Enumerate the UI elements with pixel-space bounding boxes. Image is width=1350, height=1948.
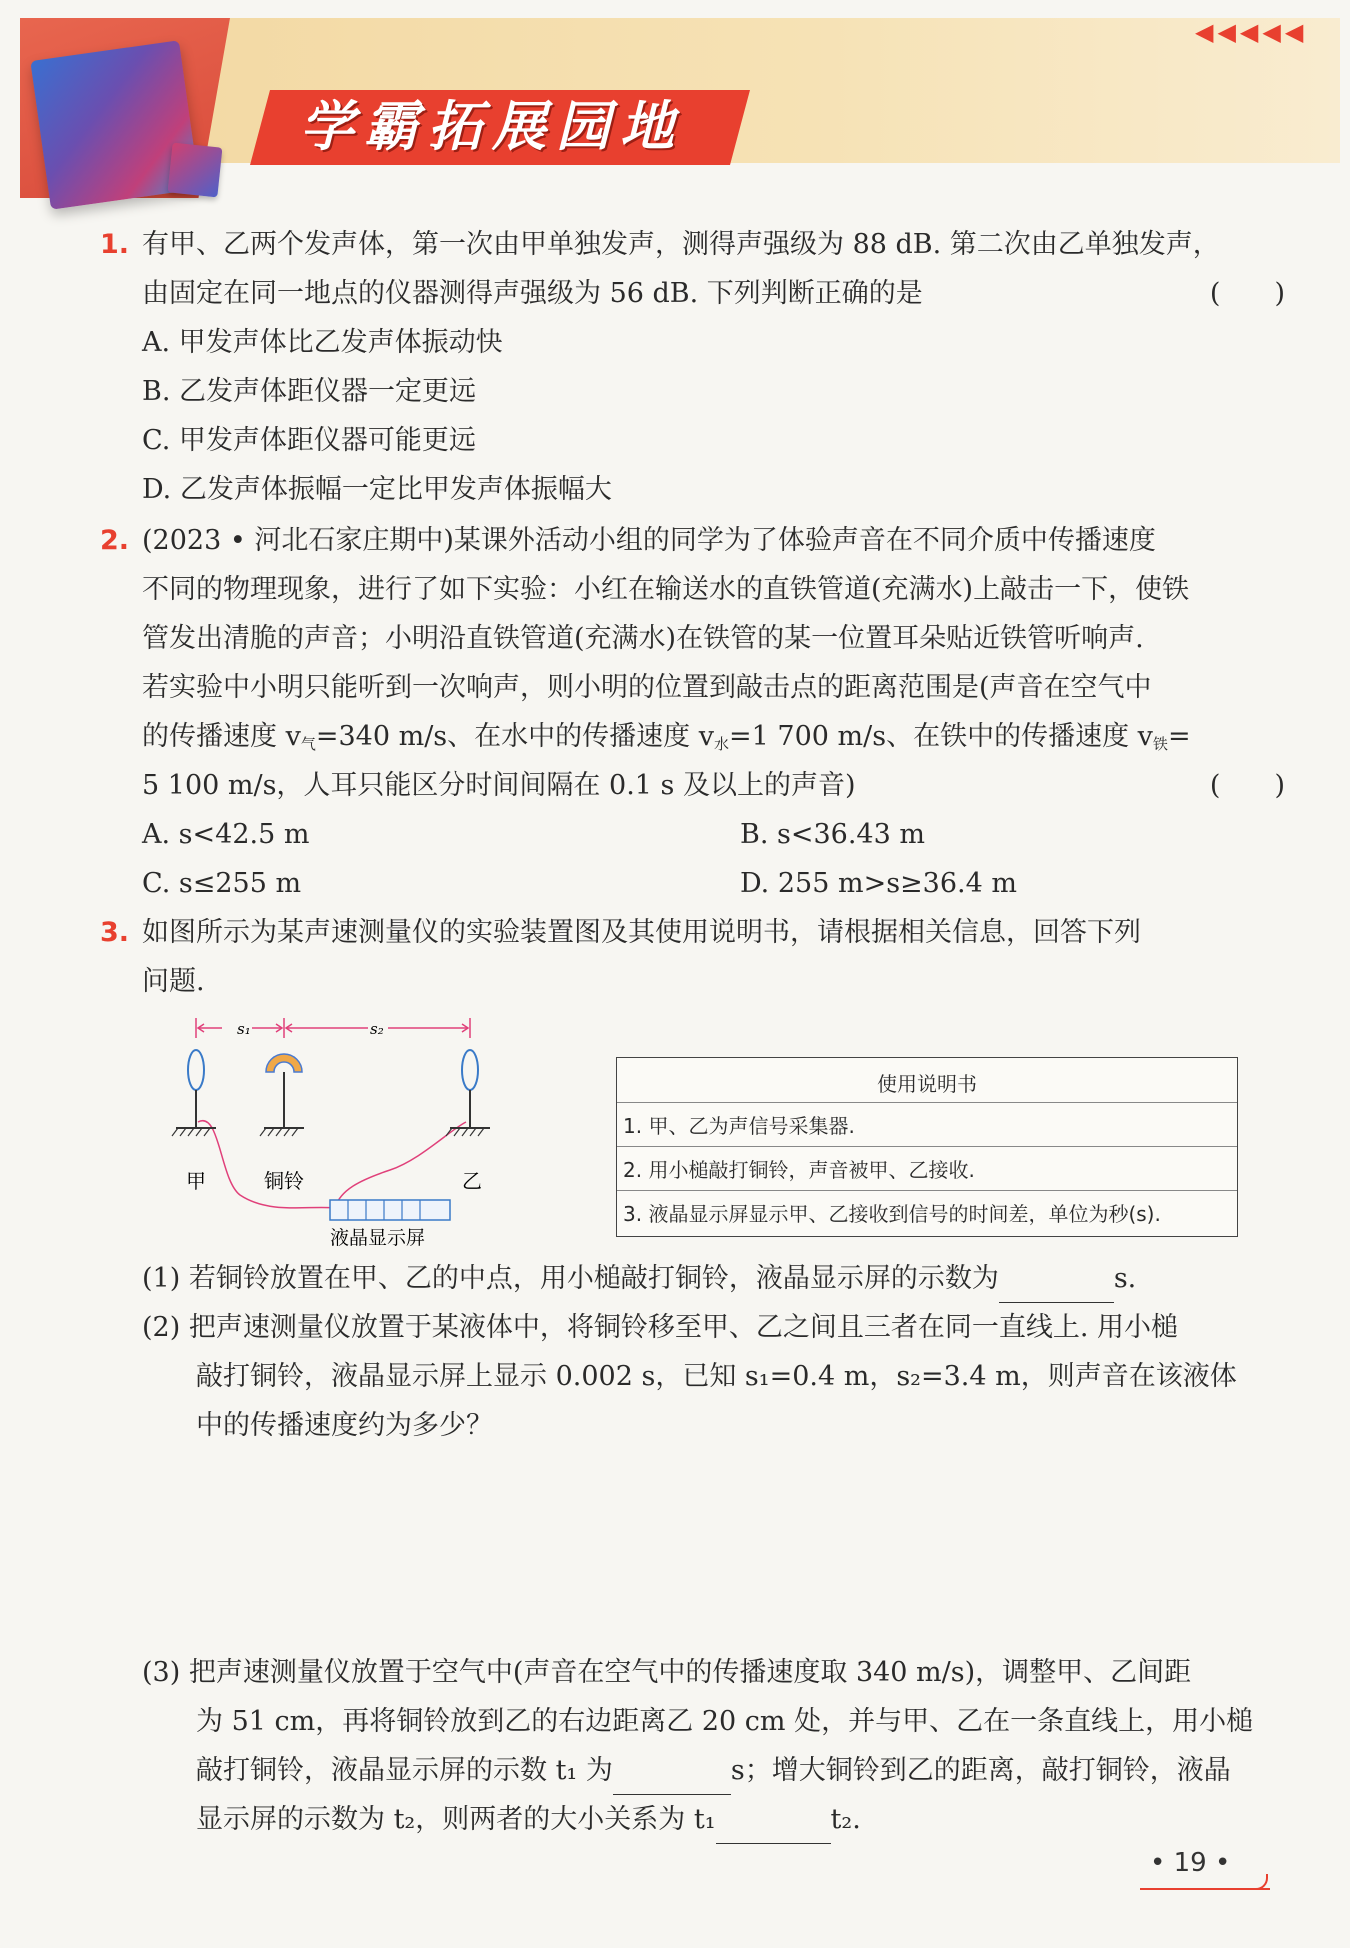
q3-line-2: 问题. [142,966,205,997]
section-title: 学霸拓展园地 [300,95,684,158]
q3-part-1-text: (1) 若铜铃放置在甲、乙的中点，用小槌敲打铜铃，液晶显示屏的示数为 [142,1263,999,1294]
label-lcd: 液晶显示屏 [330,1227,426,1249]
q2-option-b: B. s<36.43 m [740,819,925,850]
label-yi: 乙 [462,1169,482,1193]
q2-line-6: 5 100 m/s，人耳只能区分时间间隔在 0.1 s 及以上的声音) [142,770,856,801]
q3-part-3-text-a: 敲打铜铃，液晶显示屏的示数 t₁ 为 [196,1755,613,1786]
q1-option-d: D. 乙发声体振幅一定比甲发声体振幅大 [142,474,612,505]
q2-line-5d: = [1167,721,1191,752]
manual-item-2: 2. 用小槌敲打铜铃，声音被甲、乙接收. [623,1158,975,1182]
page-number: • 19 • [1150,1848,1231,1878]
manual-item-1: 1. 甲、乙为声信号采集器. [623,1114,855,1138]
answer-blank-1[interactable] [999,1266,1114,1303]
q2-answer-bracket: ( ) [1209,770,1285,801]
q3-part-2-line-2: 敲打铜铃，液晶显示屏上显示 0.002 s，已知 s₁=0.4 m，s₂=3.4 m，则声音在该液体 [196,1361,1237,1392]
q3-part-1 [142,1254,1285,1303]
label-s1: s₁ [237,1020,251,1038]
q1-number: 1. [100,229,130,260]
q1-option-c: C. 甲发声体距仪器可能更远 [142,425,476,456]
q3-part-1-unit: s. [1113,1263,1137,1294]
q3-part-3-line-4 [196,1795,1339,1844]
q3-number: 3. [100,917,130,948]
q3-line-1: 如图所示为某声速测量仪的实验装置图及其使用说明书，请根据相关信息，回答下列 [142,917,1141,948]
manual-divider [617,1190,1237,1191]
q3-part-3-line-3 [196,1746,1339,1795]
answer-blank-t1[interactable] [613,1758,731,1795]
small-cube-decoration [168,143,223,198]
manual-title: 使用说明书 [877,1072,977,1096]
q2-line-5b: =340 m/s、在水中的传播速度 v [315,721,714,752]
label-s2: s₂ [370,1020,384,1038]
q3-part-3-text-d: t₂. [830,1804,861,1835]
q2-line-1: (2023 • 河北石家庄期中)某课外活动小组的同学为了体验声音在不同介质中传播速度 [142,525,1156,556]
q3-part-3-line-2: 为 51 cm，再将铜铃放到乙的右边距离乙 20 cm 处，并与甲、乙在一条直线上，用小槌 [196,1706,1254,1737]
manual-divider [617,1102,1237,1103]
instruction-manual-box [616,1057,1238,1237]
q1-answer-bracket: ( ) [1209,278,1285,309]
q1-option-b: B. 乙发声体距仪器一定更远 [142,376,477,407]
q1-line-2: 由固定在同一地点的仪器测得声强级为 56 dB. 下列判断正确的是 [142,278,923,309]
subscript-air: 气 [300,735,316,753]
q1-option-a: A. 甲发声体比乙发声体振动快 [142,327,503,358]
q2-line-4: 若实验中小明只能听到一次响声，则小明的位置到敲击点的距离范围是(声音在空气中 [142,672,1152,703]
label-bell: 铜铃 [264,1169,304,1193]
manual-divider [617,1146,1237,1147]
answer-blank-compare[interactable] [716,1807,831,1844]
subscript-water: 水 [714,735,730,753]
manual-item-3: 3. 液晶显示屏显示甲、乙接收到信号的时间差，单位为秒(s). [623,1202,1161,1226]
q3-part-3-text-b: s；增大铜铃到乙的距离，敲打铜铃，液晶 [730,1755,1231,1786]
subscript-iron: 铁 [1152,735,1168,753]
q3-part-2-line-1: (2) 把声速测量仪放置于某液体中，将铜铃移至甲、乙之间且三者在同一直线上. 用小槌 [142,1312,1178,1343]
q3-part-3-line-1: (3) 把声速测量仪放置于空气中(声音在空气中的传播速度取 340 m/s)，调整甲、乙间距 [142,1657,1192,1688]
q2-number: 2. [100,525,130,556]
q3-part-3-text-c: 显示屏的示数为 t₂，则两者的大小关系为 t₁ [196,1804,716,1835]
q1-line-1: 有甲、乙两个发声体，第一次由甲单独发声，测得声强级为 88 dB. 第二次由乙单独发声， [142,229,1220,260]
sound-speed-apparatus-figure [160,1010,500,1250]
q3-part-2-line-3: 中的传播速度约为多少？ [196,1410,493,1441]
q2-line-3: 管发出清脆的声音；小明沿直铁管道(充满水)在铁管的某一位置耳朵贴近铁管听响声. [142,623,1144,654]
arrow-decoration-icon: ◀◀◀◀◀ [1195,18,1308,46]
q2-option-a: A. s<42.5 m [142,819,310,850]
q2-line-2: 不同的物理现象，进行了如下实验：小红在输送水的直铁管道(充满水)上敲击一下，使铁 [142,574,1190,605]
q2-line-5a: 的传播速度 v [142,721,301,752]
q2-option-c: C. s≤255 m [142,868,302,899]
q2-line-5c: =1 700 m/s、在铁中的传播速度 v [729,721,1153,752]
label-jia: 甲 [186,1169,206,1193]
q2-option-d: D. 255 m>s≥36.4 m [740,868,1017,899]
